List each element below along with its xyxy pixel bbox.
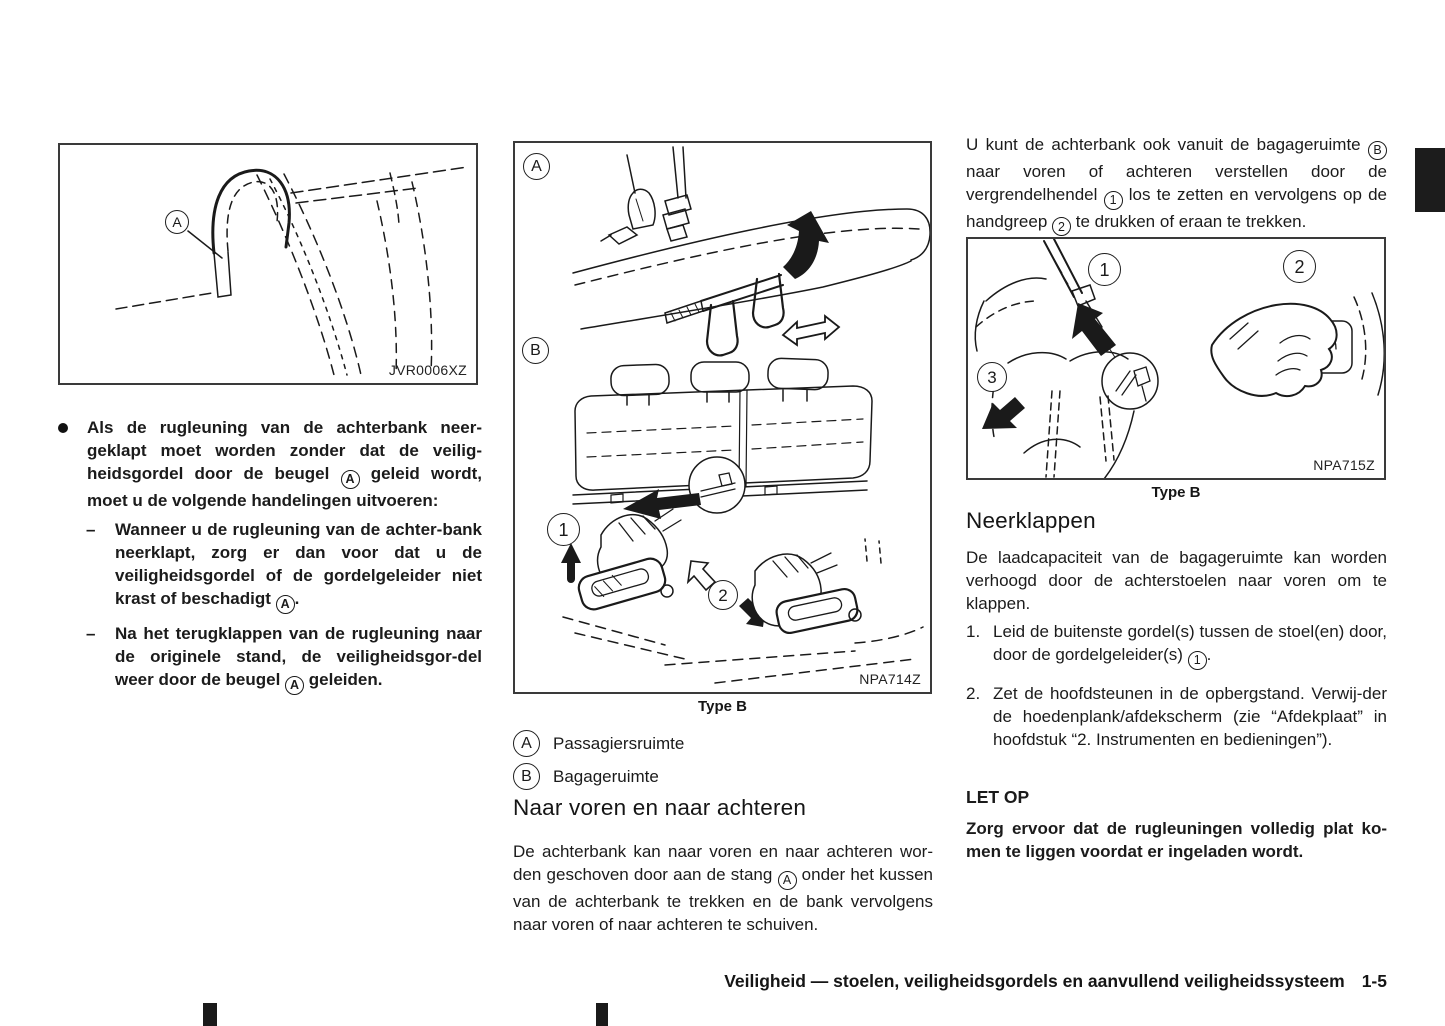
warning-bullet-text: Als de rugleuning van de achterbank neer-geklapt moet worden zonder dat de veilig-heidsgordel door de beugel A geleid wordt, moet u de volgende handelingen uitvoeren: (87, 418, 482, 510)
circled-ref-a-icon: A (778, 871, 797, 890)
rotate-arrow-icon (783, 211, 829, 279)
figure-trunk-access (966, 237, 1386, 480)
callout-1-icon: 1 (1088, 253, 1121, 286)
legend-label: Bagageruimte (553, 766, 659, 786)
registration-mark (596, 1003, 608, 1026)
legend-label: Passagiersruimte (553, 733, 685, 753)
legend-a-icon: A (513, 730, 540, 757)
figure-code: NPA714Z (859, 671, 921, 687)
figure-belt-guide (58, 143, 478, 385)
circled-ref-1-icon: 1 (1188, 651, 1207, 670)
legend-item-passagiersruimte (513, 730, 684, 757)
slide-arrow-icon (783, 316, 839, 345)
figure-type-label: Type B (1151, 484, 1201, 501)
circled-ref-a-icon: A (276, 595, 295, 614)
step-item (966, 620, 1387, 670)
warning-sub-text: Wanneer u de rugleuning van de achter-bank neerklapt, zorg er dan voor dat u de veiligheidsgordel of de gordelgeleider niet krast of beschadigt A . (115, 520, 482, 608)
callout-leader-line (188, 231, 222, 258)
section-heading-naar-voren: Naar voren en naar achteren (513, 795, 807, 820)
step-number: 1. (966, 622, 981, 641)
callout-2-icon: 2 (1283, 250, 1316, 283)
callout-1-icon: 1 (547, 513, 580, 546)
warning-sub-item (86, 518, 482, 614)
warning-sub-text: Na het terugklappen van de rugleuning naar de originele stand, de veiligheidsgor-del weer door de beugel A geleiden. (115, 624, 482, 689)
callout-3-icon: 3 (977, 362, 1007, 392)
section-body: De achterbank kan naar voren en naar achteren wor-den geschoven door aan de stang A onder het kussen van de achterbank te trekken en de bank vervolgens naar voren of naar achteren te schuiven. (513, 842, 933, 934)
warning-bullet-item (58, 416, 482, 512)
chapter-tab-marker (1415, 148, 1445, 212)
section-heading-neerklappen: Neerklappen (966, 508, 1096, 533)
dash-marker: – (86, 520, 96, 539)
section-body: De laadcapaciteit van de bagageruimte kan worden verhoogd door de achterstoelen naar voren om te klappen. (966, 548, 1387, 613)
trunk-access-illustration (968, 239, 1384, 478)
warning-sub-item (86, 622, 482, 695)
callout-a-icon: A (165, 210, 189, 234)
caution-body: Zorg ervoor dat de rugleuningen volledig plat ko-men te liggen voordat er ingeladen wordt. (966, 819, 1387, 861)
registration-mark (203, 1003, 217, 1026)
figure-code: JVR0006XZ (388, 362, 467, 378)
step-item (966, 682, 1387, 751)
caution-heading: LET OP (966, 787, 1030, 807)
step-text: Zet de hoofdsteunen in de opbergstand. Verwij-der de hoedenplank/afdekscherm (zie “Afdekplaat” in hoofdstuk “2. Instrumenten en bedieningen”). (993, 684, 1387, 749)
figure-code: NPA715Z (1313, 457, 1375, 473)
callout-2-icon: 2 (708, 580, 738, 610)
belt-guide-illustration (60, 145, 476, 383)
intro-paragraph: U kunt de achterbank ook vanuit de bagageruimte B naar voren of achteren verstellen door de vergrendelhendel 1 los te zetten en vervolgens op de handgreep 2 te drukken of eraan te trekken. (966, 133, 1387, 236)
callout-b-icon: B (522, 337, 549, 364)
step-number: 2. (966, 684, 981, 703)
footer-chapter-title: Veiligheid — stoelen, veiligheidsgordels en aanvullend veiligheidssysteem (724, 971, 1345, 991)
legend-item-bagageruimte (513, 763, 659, 790)
figure-type-label: Type B (698, 698, 747, 715)
figure-seat-slide (513, 141, 932, 694)
circled-ref-1-icon: 1 (1104, 191, 1123, 210)
circled-ref-2-icon: 2 (1052, 217, 1071, 236)
step-text: Leid de buitenste gordel(s) tussen de stoel(en) door, door de gordelgeleider(s) 1 . (993, 622, 1387, 664)
circled-ref-b-icon: B (1368, 141, 1387, 160)
circled-ref-a-icon: A (341, 470, 360, 489)
legend-b-icon: B (513, 763, 540, 790)
page-footer (724, 971, 1387, 992)
circled-ref-a-icon: A (285, 676, 304, 695)
dash-marker: – (86, 624, 96, 643)
footer-page-number: 1-5 (1361, 971, 1387, 991)
bullet-marker (58, 423, 68, 433)
fold-arrow-icon (982, 397, 1025, 429)
callout-a-icon: A (523, 153, 550, 180)
